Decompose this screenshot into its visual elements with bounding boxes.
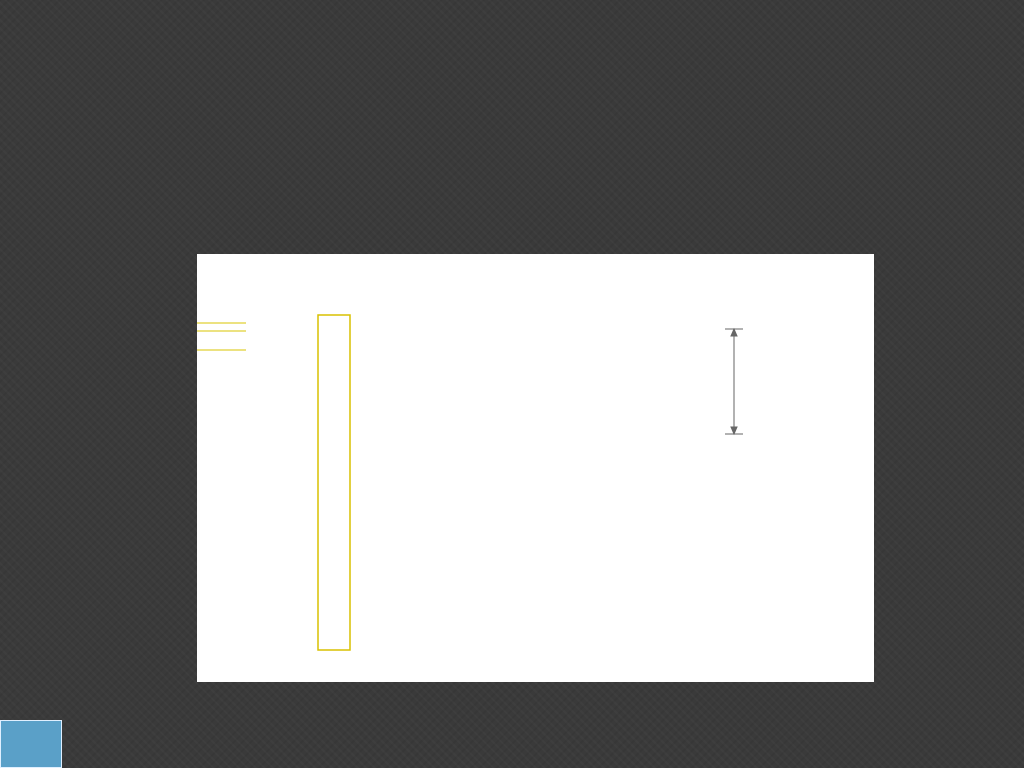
page-number <box>0 720 62 768</box>
pressure-diagram <box>197 254 874 682</box>
h0-dimension <box>725 329 743 434</box>
f-leader-lines <box>197 323 246 350</box>
pressure-diagram-figure <box>197 254 874 682</box>
layer-label-frame <box>318 315 350 650</box>
